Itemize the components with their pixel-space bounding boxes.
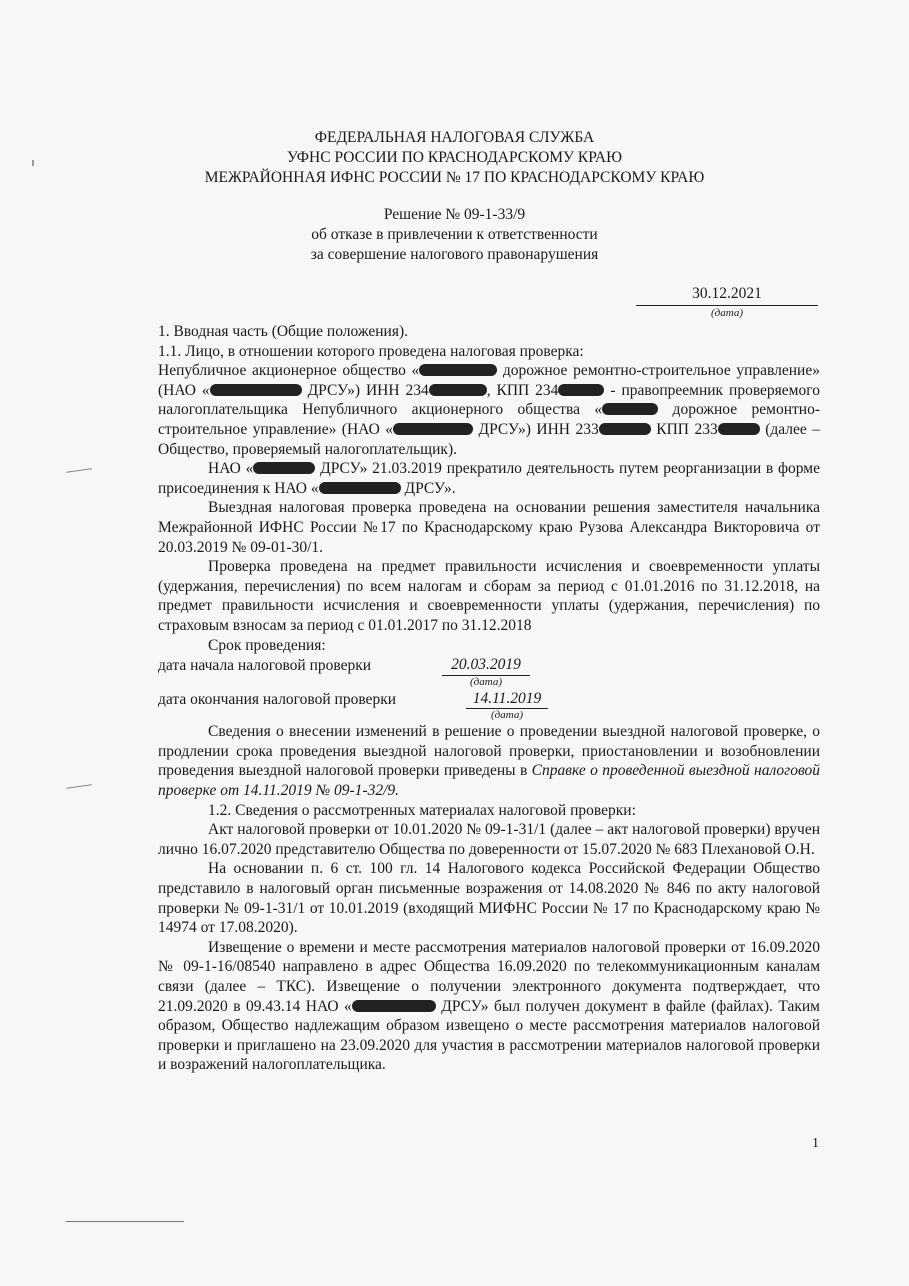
section-1-title: 1. Вводная часть (Общие положения). — [158, 323, 408, 340]
text-run: Извещение о времени и месте рассмотрения материалов налоговой проверки от 16.09.2020 № 09-1-16/08540 направлено в адрес Общества 16.09.2020 по телекоммуникационным каналам связи (далее – ТКС). Извещение о получении электронного документа подтверждает, что 21.09.2020 в 09.43.14 НАО « — [158, 938, 820, 1015]
audit-start-date: 20.03.2019 — [442, 655, 530, 676]
redaction-mark — [599, 423, 651, 435]
text-run: ДРСУ» 21.03.2019 прекратило деятельность путем реорганизации в форме присоединения к НАО « — [158, 460, 820, 497]
reference-text: Справке о проведенной выездной налоговой проверке от 14.11.2019 № 09-1-32/9. — [158, 762, 820, 800]
header-line-1: ФЕДЕРАЛЬНАЯ НАЛОГОВАЯ СЛУЖБА — [314, 129, 595, 146]
text-run: КПП 233 — [650, 420, 718, 438]
paragraph-audit-basis: Выездная налоговая проверка проведена на основании решения заместителя начальника Межрайонной ИФНС России №17 по Краснодарскому краю Рузова Александра Викторовича от 20.03.2019 № 09-01-30/1. — [158, 499, 820, 556]
section-1-1-title: 1.1. Лицо, в отношении которого проведена налоговая проверка: — [158, 342, 584, 360]
header-line-3: МЕЖРАЙОННАЯ ИФНС РОССИИ № 17 ПО КРАСНОДАРСКОМУ КРАЮ — [204, 169, 705, 186]
redaction-mark — [558, 384, 604, 396]
paragraph-audit-act: Акт налоговой проверки от 10.01.2020 № 09-1-31/1 (далее – акт налоговой проверки) вручен лично 16.07.2020 представителю Общества по доверенности от 15.07.2020 № 683 Плехановой О.Н. — [158, 821, 820, 858]
paragraph-reorganization — [158, 459, 820, 498]
redaction-mark — [393, 423, 473, 435]
audit-term-title: Срок проведения: — [208, 636, 326, 654]
text-run: дорожное ремонтно-строительное управление» (НАО « — [158, 401, 820, 438]
decision-subtitle-1: об отказе в привлечении к ответственности — [311, 226, 598, 243]
document-date-value: 30.12.2021 — [636, 284, 818, 306]
redaction-mark — [602, 403, 658, 415]
decision-title — [0, 205, 909, 265]
document-body — [158, 322, 820, 1075]
audit-start-caption: (дата) — [470, 675, 502, 688]
text-run: дорожное ремонтно-строительное управление» (НАО « — [158, 362, 820, 399]
text-run: ДРСУ» был получен документ в файле (файлах). Таким образом, Общество надлежащим образом извещено о месте рассмотрения материалов налоговой проверки и приглашено на 23.09.2020 для участия в рассмотрении материалов налоговой проверки и возражений налогоплательщика. — [158, 997, 820, 1074]
scan-artifact — [66, 468, 92, 473]
text-run: ДРСУ») ИНН 233 — [473, 420, 599, 438]
document-date — [636, 284, 818, 320]
scan-artifact — [32, 160, 34, 166]
document-date-caption: (дата) — [711, 307, 743, 319]
paragraph-audit-scope: Проверка проведена на предмет правильности исчисления и своевременности уплаты (удержания, перечисления) по всем налогам и сборам за период с 01.01.2016 по 31.12.2018, на предмет правильности исчисления и своевременности уплаты (удержания, перечисления) по страховым взносам за период с 01.01.2017 по 31.12.2018 — [158, 558, 820, 634]
paragraph-notification — [158, 938, 820, 1075]
text-run: НАО « — [208, 460, 254, 478]
audit-start-label: дата начала налоговой проверки — [158, 657, 372, 675]
audit-end-line — [158, 689, 820, 710]
redaction-mark — [352, 1000, 436, 1012]
decision-subtitle-2: за совершение налогового правонарушения — [310, 246, 599, 263]
footer-line — [66, 1221, 184, 1222]
paragraph-taxpayer — [158, 361, 820, 459]
redaction-mark — [718, 423, 760, 435]
document-header — [0, 128, 909, 188]
redaction-mark — [429, 384, 487, 396]
scan-artifact — [66, 784, 92, 789]
text-run: , КПП 234 — [486, 381, 559, 399]
section-1-2-title: 1.2. Сведения о рассмотренных материалах налоговой проверки: — [208, 801, 636, 819]
page-number: 1 — [812, 1136, 819, 1151]
audit-start-line — [158, 655, 820, 676]
audit-end-label: дата окончания налоговой проверки — [158, 690, 397, 708]
audit-end-date: 14.11.2019 — [466, 689, 548, 710]
header-line-2: УФНС РОССИИ ПО КРАСНОДАРСКОМУ КРАЮ — [286, 149, 622, 166]
redaction-mark — [210, 384, 302, 396]
text-run: Сведения о внесении изменений в решение о проведении выездной налоговой проверке, о продлении срока проведения выездной налоговой проверки, приостановлении и возобновлении проведения выездной налоговой проверки приведены в — [158, 723, 820, 780]
text-run: ДРСУ». — [400, 479, 456, 497]
text-run: Непубличное акционерное общество « — [158, 362, 420, 380]
paragraph-objections: На основании п. 6 ст. 100 гл. 14 Налогового кодекса Российской Федерации Общество представило в налоговый орган письменные возражения от 14.08.2020 № 846 по акту налоговой проверки № 09-1-31/1 от 10.01.2019 (входящий МИФНС России № 17 по Краснодарскому краю № 14974 от 17.08.2020). — [158, 860, 820, 937]
redaction-mark — [419, 364, 497, 376]
text-run: - правопреемник проверяемого налогоплательщика Непубличного акционерного общества « — [158, 381, 820, 419]
audit-end-caption: (дата) — [491, 709, 523, 722]
redaction-mark — [319, 482, 401, 494]
redaction-mark — [253, 462, 315, 474]
decision-number: Решение № 09-1-33/9 — [383, 206, 526, 223]
text-run: (далее – Общество, проверяемый налогоплательщик). — [158, 420, 820, 458]
paragraph-changes — [158, 722, 820, 800]
text-run: ДРСУ») ИНН 234 — [301, 381, 429, 399]
